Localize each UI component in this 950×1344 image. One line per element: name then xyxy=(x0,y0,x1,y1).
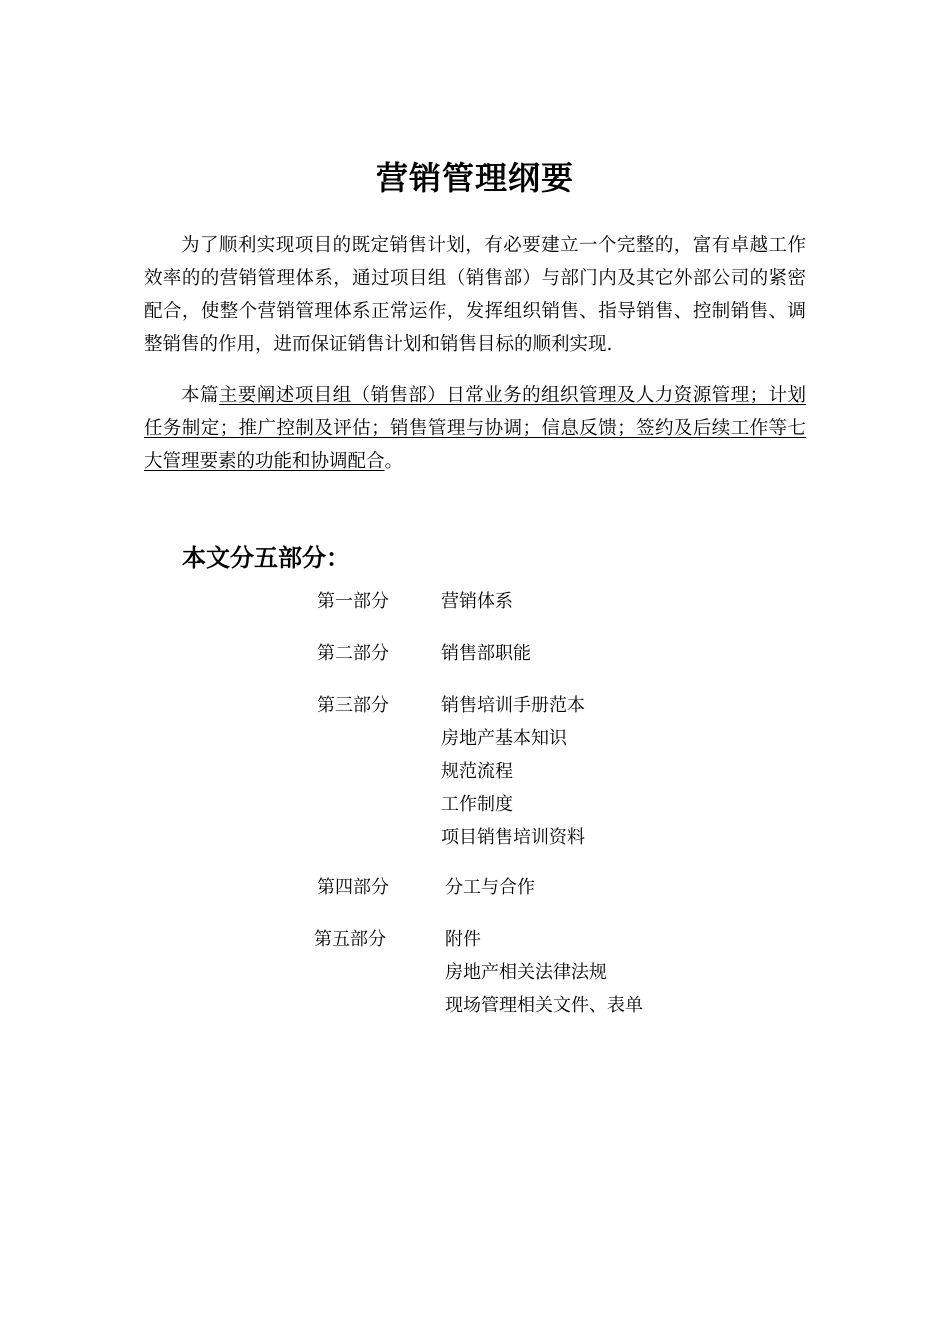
toc-part-label: 第二部分 xyxy=(317,643,389,664)
toc-part-label: 第三部分 xyxy=(317,695,389,716)
toc-item: 附件 xyxy=(445,929,481,950)
toc-part-items xyxy=(441,689,585,854)
toc-part-items xyxy=(441,585,513,618)
toc-item: 规范流程 xyxy=(441,761,513,782)
toc-item: 项目销售培训资料 xyxy=(441,827,585,848)
scope-paragraph-suffix: 。 xyxy=(384,451,404,472)
scope-paragraph-prefix: 本篇 xyxy=(181,385,219,406)
toc-item: 工作制度 xyxy=(441,794,513,815)
toc-part-label: 第一部分 xyxy=(317,591,389,612)
toc-item: 房地产基本知识 xyxy=(441,728,567,749)
toc-item: 分工与合作 xyxy=(445,877,535,898)
toc-part-items xyxy=(441,637,531,670)
toc-part-label: 第四部分 xyxy=(317,877,389,898)
toc-item: 营销体系 xyxy=(441,591,513,612)
toc-part-items xyxy=(445,923,643,1022)
scope-paragraph xyxy=(144,379,806,478)
intro-paragraph: 为了顺利实现项目的既定销售计划，有必要建立一个完整的，富有卓越工作效率的的营销管理体系，通过项目组（销售部）与部门内及其它外部公司的紧密配合，使整个营销管理体系正常运作，发挥组织销售、指导销售、控制销售、调整销售的作用，进而保证销售计划和销售目标的顺利实现. xyxy=(144,235,806,355)
toc-part-items xyxy=(445,871,535,904)
sections-heading: 本文分五部分： xyxy=(182,544,350,572)
toc-item: 销售部职能 xyxy=(441,643,531,664)
toc-item: 销售培训手册范本 xyxy=(441,695,585,716)
toc-item: 房地产相关法律法规 xyxy=(445,962,607,983)
scope-paragraph-underlined: 主要阐述项目组（销售部）日常业务的组织管理及人力资源管理；计划任务制定；推广控制及评估；销售管理与协调；信息反馈；签约及后续工作等七大管理要素的功能和协调配合 xyxy=(144,385,806,472)
toc-part-label: 第五部分 xyxy=(314,929,386,950)
document-title: 营销管理纲要 xyxy=(375,159,574,197)
toc-item: 现场管理相关文件、表单 xyxy=(445,995,643,1016)
